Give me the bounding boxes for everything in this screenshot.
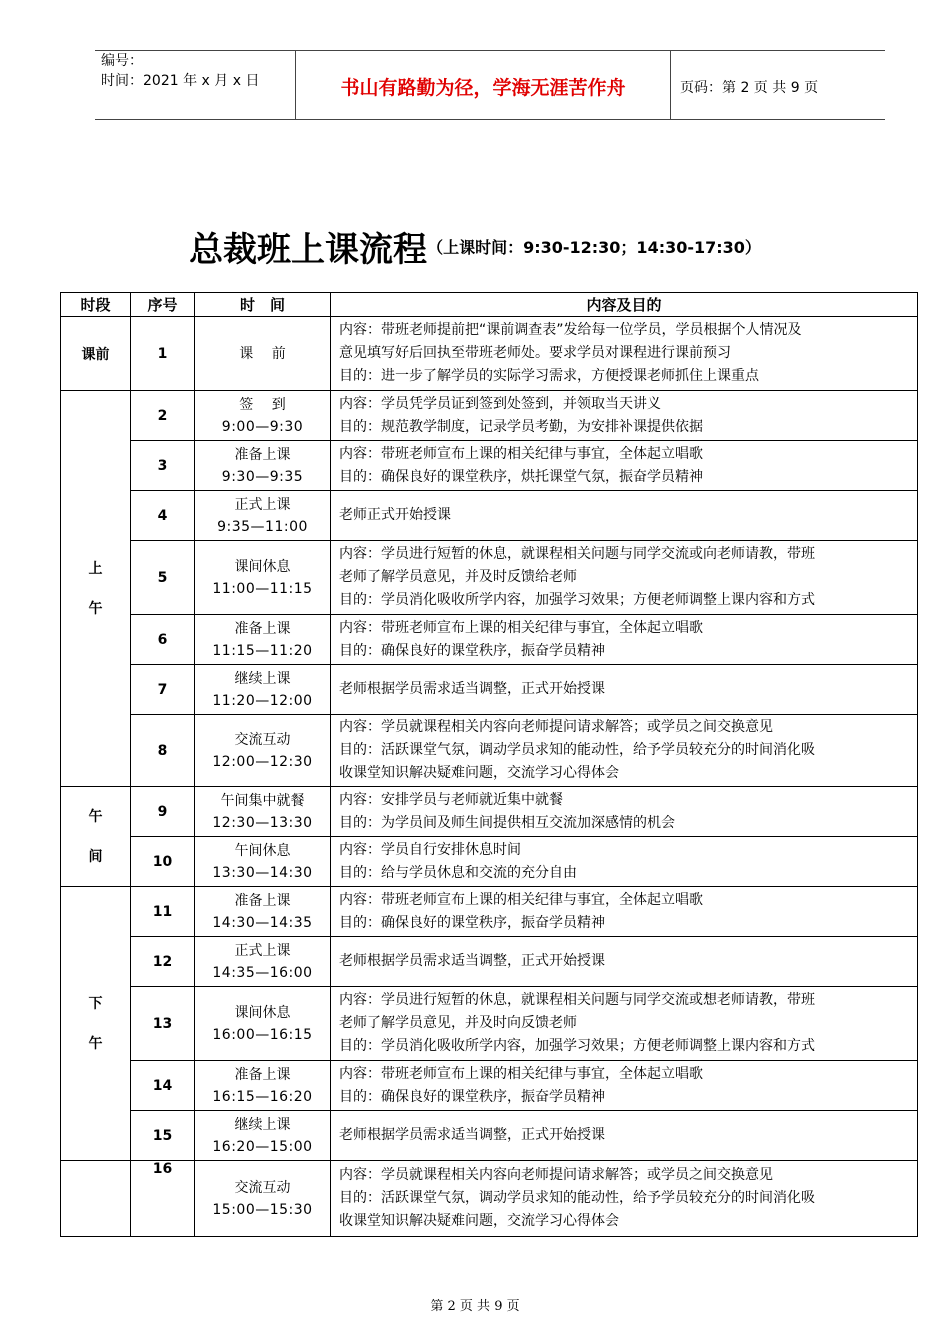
period-label: 上 bbox=[88, 560, 103, 577]
period-label: 午 bbox=[88, 1035, 103, 1052]
table-row bbox=[61, 787, 918, 837]
content-cell bbox=[331, 715, 918, 787]
session-time: 9:30—9:35 bbox=[221, 468, 304, 485]
content-line: 内容：带班老师提前把“课前调查表”发给每一位学员，学员根据个人情况及 bbox=[339, 322, 802, 338]
time-cell bbox=[195, 715, 331, 787]
table-row bbox=[61, 615, 918, 665]
time-cell bbox=[195, 491, 331, 541]
session-name: 签 到 bbox=[239, 396, 286, 413]
row-number: 9 bbox=[131, 787, 195, 837]
time-cell bbox=[195, 1061, 331, 1111]
content-cell bbox=[331, 787, 918, 837]
content-cell bbox=[331, 1061, 918, 1111]
header-motto: 书山有路勤为径，学海无涯苦作舟 bbox=[340, 77, 626, 99]
content-line: 内容：带班老师宣布上课的相关纪律与事宜，全体起立唱歌 bbox=[339, 891, 703, 908]
period-cell bbox=[61, 787, 131, 887]
row-number: 2 bbox=[131, 391, 195, 441]
time-cell bbox=[195, 987, 331, 1061]
period-label: 午 bbox=[88, 600, 103, 617]
header-number: 序号 bbox=[131, 293, 195, 317]
content-line: 内容：学员凭学员证到签到处签到，并领取当天讲义 bbox=[339, 395, 661, 412]
content-line: 目的：确保良好的课堂秩序，振奋学员精神 bbox=[339, 1088, 605, 1105]
table-row bbox=[61, 1061, 918, 1111]
table-row bbox=[61, 1161, 918, 1237]
content-line: 老师根据学员需求适当调整，正式开始授课 bbox=[339, 1127, 605, 1143]
content-line: 内容：学员自行安排休息时间 bbox=[339, 841, 521, 858]
content-line: 内容：学员就课程相关内容向老师提问请求解答；或学员之间交换意见 bbox=[339, 719, 773, 735]
session-time: 9:35—11:00 bbox=[217, 518, 308, 535]
content-line: 目的：活跃课堂气氛，调动学员求知的能动性，给予学员较充分的时间消化吸 bbox=[339, 742, 815, 758]
content-line: 内容：安排学员与老师就近集中就餐 bbox=[339, 791, 563, 808]
content-line: 内容：带班老师宣布上课的相关纪律与事宜，全体起立唱歌 bbox=[339, 619, 703, 636]
content-line: 目的：学员消化吸收所学内容，加强学习效果；方便老师调整上课内容和方式 bbox=[339, 1038, 815, 1054]
session-name: 准备上课 bbox=[234, 1066, 291, 1083]
row-number: 8 bbox=[131, 715, 195, 787]
header-divider bbox=[295, 51, 296, 119]
session-time: 14:30—14:35 bbox=[212, 914, 313, 931]
session-name: 午间集中就餐 bbox=[220, 792, 305, 809]
session-name: 午间休息 bbox=[234, 842, 291, 859]
table-header-row bbox=[61, 293, 918, 317]
table-row bbox=[61, 665, 918, 715]
session-time: 15:00—15:30 bbox=[212, 1201, 313, 1218]
row-number: 12 bbox=[131, 937, 195, 987]
table-row bbox=[61, 987, 918, 1061]
session-time: 14:35—16:00 bbox=[212, 964, 313, 981]
content-cell bbox=[331, 441, 918, 491]
session-time: 16:20—15:00 bbox=[212, 1138, 313, 1155]
row-number: 10 bbox=[131, 837, 195, 887]
session-name: 交流互动 bbox=[234, 1179, 291, 1196]
table-row bbox=[61, 937, 918, 987]
session-name: 课 前 bbox=[239, 345, 286, 362]
header-content: 内容及目的 bbox=[331, 293, 918, 317]
table-row bbox=[61, 1111, 918, 1161]
row-number: 3 bbox=[131, 441, 195, 491]
content-line: 目的：学员消化吸收所学内容，加强学习效果；方便老师调整上课内容和方式 bbox=[339, 592, 815, 608]
table-row bbox=[61, 491, 918, 541]
content-line: 内容：学员进行短暂的休息，就课程相关问题与同学交流或向老师请教，带班 bbox=[339, 546, 815, 562]
time-cell bbox=[195, 1161, 331, 1237]
session-name: 准备上课 bbox=[234, 892, 291, 909]
session-name: 继续上课 bbox=[234, 670, 291, 687]
period-label: 课前 bbox=[81, 346, 110, 363]
period-label: 间 bbox=[88, 848, 103, 865]
content-line: 目的：确保良好的课堂秩序，振奋学员精神 bbox=[339, 914, 605, 931]
content-line: 老师了解学员意见，并及时反馈给老师 bbox=[339, 569, 577, 585]
content-line: 目的：确保良好的课堂秩序，振奋学员精神 bbox=[339, 642, 605, 659]
page-header bbox=[95, 50, 885, 120]
row-number: 11 bbox=[131, 887, 195, 937]
row-number: 13 bbox=[131, 987, 195, 1061]
session-time: 11:15—11:20 bbox=[212, 642, 313, 659]
time-cell bbox=[195, 887, 331, 937]
session-time: 11:00—11:15 bbox=[212, 580, 313, 597]
header-divider bbox=[670, 51, 671, 119]
content-line: 意见填写好后回执至带班老师处。要求学员对课程进行课前预习 bbox=[339, 345, 731, 361]
content-cell bbox=[331, 887, 918, 937]
content-line: 内容：带班老师宣布上课的相关纪律与事宜，全体起立唱歌 bbox=[339, 445, 703, 462]
content-cell bbox=[331, 491, 918, 541]
table-row bbox=[61, 317, 918, 391]
session-name: 准备上课 bbox=[234, 620, 291, 637]
table-row bbox=[61, 715, 918, 787]
session-name: 交流互动 bbox=[234, 731, 291, 748]
content-cell bbox=[331, 541, 918, 615]
content-line: 目的：为学员间及师生间提供相互交流加深感情的机会 bbox=[339, 814, 675, 831]
table-row bbox=[61, 837, 918, 887]
row-number: 14 bbox=[131, 1061, 195, 1111]
header-meta bbox=[101, 51, 259, 91]
content-line: 内容：学员进行短暂的休息，就课程相关问题与同学交流或想老师请教，带班 bbox=[339, 992, 815, 1008]
period-cell bbox=[61, 1161, 131, 1237]
header-page-info: 页码：第 2 页 共 9 页 bbox=[680, 80, 819, 96]
session-time: 16:15—16:20 bbox=[212, 1088, 313, 1105]
session-time: 12:00—12:30 bbox=[212, 753, 313, 770]
session-name: 正式上课 bbox=[234, 942, 291, 959]
table-row bbox=[61, 541, 918, 615]
session-time: 9:00—9:30 bbox=[221, 418, 304, 435]
period-cell bbox=[61, 391, 131, 787]
content-line: 收课堂知识解决疑难问题，交流学习心得体会 bbox=[339, 765, 619, 781]
row-number: 15 bbox=[131, 1111, 195, 1161]
content-cell bbox=[331, 1161, 918, 1237]
document-number-label: 编号： bbox=[101, 53, 143, 69]
title-main: 总裁班上课流程 bbox=[189, 230, 428, 270]
row-number: 5 bbox=[131, 541, 195, 615]
content-line: 内容：带班老师宣布上课的相关纪律与事宜，全体起立唱歌 bbox=[339, 1065, 703, 1082]
session-name: 准备上课 bbox=[234, 446, 291, 463]
row-number: 4 bbox=[131, 491, 195, 541]
header-time: 时 间 bbox=[195, 293, 331, 317]
content-line: 目的：给与学员休息和交流的充分自由 bbox=[339, 864, 577, 881]
content-line: 目的：活跃课堂气氛，调动学员求知的能动性，给予学员较充分的时间消化吸 bbox=[339, 1190, 815, 1206]
document-date-label: 时间：2021 年 x 月 x 日 bbox=[101, 73, 260, 89]
content-line: 目的：进一步了解学员的实际学习需求，方便授课老师抓住上课重点 bbox=[339, 368, 759, 384]
content-cell bbox=[331, 615, 918, 665]
content-line: 老师了解学员意见，并及时向反馈老师 bbox=[339, 1015, 577, 1031]
content-line: 老师根据学员需求适当调整，正式开始授课 bbox=[339, 953, 605, 969]
content-cell bbox=[331, 665, 918, 715]
table-row bbox=[61, 441, 918, 491]
time-cell bbox=[195, 391, 331, 441]
content-cell bbox=[331, 837, 918, 887]
session-name: 课间休息 bbox=[234, 558, 291, 575]
content-line: 收课堂知识解决疑难问题，交流学习心得体会 bbox=[339, 1213, 619, 1229]
content-line: 目的：确保良好的课堂秩序，烘托课堂气氛，振奋学员精神 bbox=[339, 468, 703, 485]
session-time: 11:20—12:00 bbox=[212, 692, 313, 709]
time-cell bbox=[195, 441, 331, 491]
session-name: 继续上课 bbox=[234, 1116, 291, 1133]
time-cell bbox=[195, 937, 331, 987]
session-time: 16:00—16:15 bbox=[212, 1026, 313, 1043]
period-label: 午 bbox=[88, 808, 103, 825]
schedule-table bbox=[60, 292, 918, 1237]
period-label: 下 bbox=[88, 995, 103, 1012]
time-cell bbox=[195, 787, 331, 837]
time-cell bbox=[195, 615, 331, 665]
time-cell bbox=[195, 1111, 331, 1161]
period-cell bbox=[61, 317, 131, 391]
time-cell bbox=[195, 837, 331, 887]
time-cell bbox=[195, 665, 331, 715]
time-cell bbox=[195, 541, 331, 615]
row-number: 16 bbox=[131, 1161, 195, 1237]
row-number: 7 bbox=[131, 665, 195, 715]
row-number: 1 bbox=[131, 317, 195, 391]
header-period: 时段 bbox=[61, 293, 131, 317]
session-name: 正式上课 bbox=[234, 496, 291, 513]
page-title bbox=[0, 222, 950, 271]
row-number: 6 bbox=[131, 615, 195, 665]
content-cell bbox=[331, 937, 918, 987]
table-row bbox=[61, 887, 918, 937]
session-time: 13:30—14:30 bbox=[212, 864, 313, 881]
session-time: 12:30—13:30 bbox=[212, 814, 313, 831]
table-row bbox=[61, 391, 918, 441]
time-cell bbox=[195, 317, 331, 391]
title-subtitle: （上课时间：9:30-12:30；14:30-17:30） bbox=[427, 238, 761, 257]
content-cell bbox=[331, 987, 918, 1061]
session-name: 课间休息 bbox=[234, 1004, 291, 1021]
content-cell bbox=[331, 1111, 918, 1161]
page-footer: 第 2 页 共 9 页 bbox=[430, 1299, 520, 1314]
content-cell bbox=[331, 391, 918, 441]
content-line: 目的：规范教学制度，记录学员考勤，为安排补课提供依据 bbox=[339, 418, 703, 435]
content-line: 内容：学员就课程相关内容向老师提问请求解答；或学员之间交换意见 bbox=[339, 1167, 773, 1183]
content-cell bbox=[331, 317, 918, 391]
content-line: 老师正式开始授课 bbox=[339, 507, 451, 523]
period-cell bbox=[61, 887, 131, 1161]
content-line: 老师根据学员需求适当调整，正式开始授课 bbox=[339, 681, 605, 697]
